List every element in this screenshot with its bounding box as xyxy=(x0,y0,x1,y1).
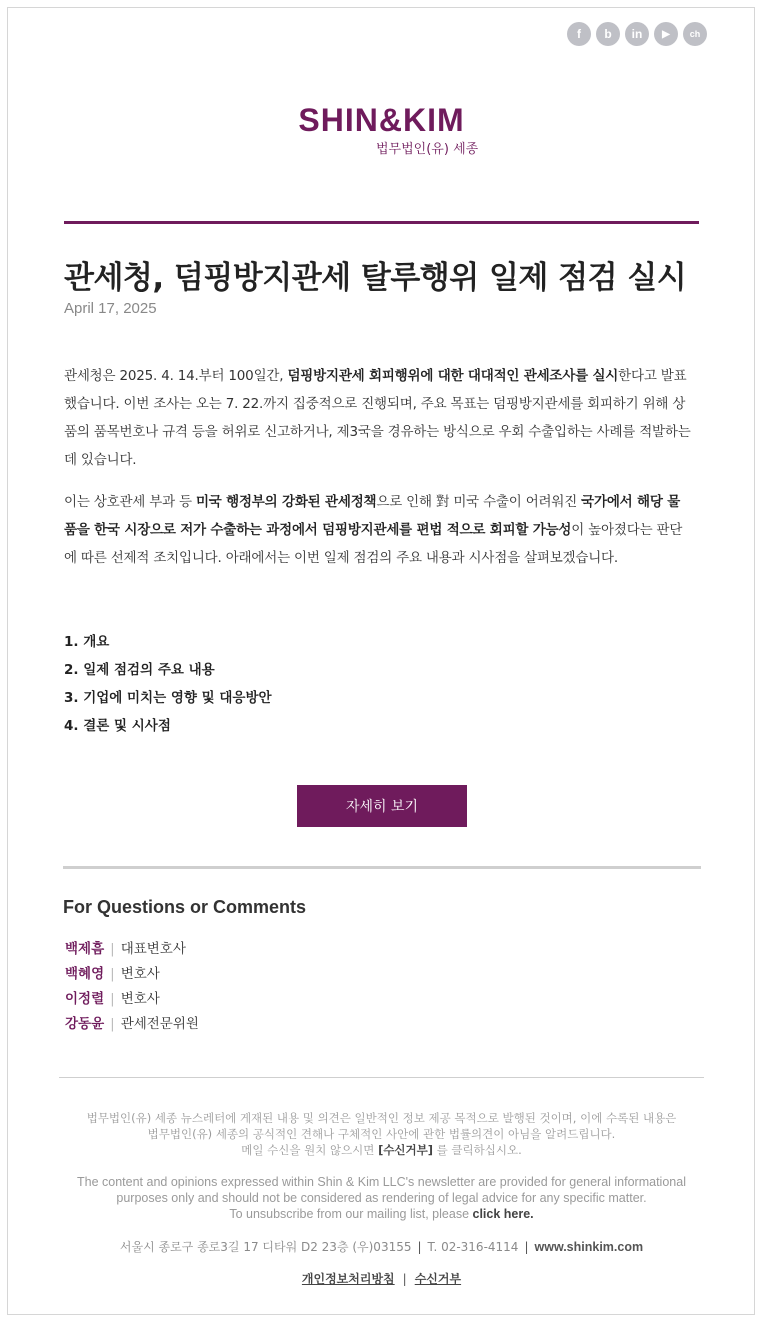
unsubscribe-link-ko[interactable]: [수신거부] xyxy=(378,1143,434,1157)
address: 서울시 종로구 종로3길 17 디타워 D2 23층 (우)03155 xyxy=(119,1240,412,1254)
bold-text: 덤핑방지관세 회피행위에 대한 대대적인 관세조사를 실시 xyxy=(287,368,619,384)
contact-role: 변호사 xyxy=(120,966,160,982)
logo-wordmark: SHIN&KIM xyxy=(298,102,465,138)
footer-disclaimer-en xyxy=(59,1174,704,1222)
disclaimer-line: 법무법인(유) 세종의 공식적인 견해나 구체적인 사안에 관한 법률의견이 아님을 알려드립니다. xyxy=(147,1127,616,1141)
contacts-list xyxy=(65,937,199,1037)
disclaimer-line: The content and opinions expressed within Shin & Kim LLC's newsletter are provided for general informational xyxy=(77,1175,686,1189)
table-of-contents xyxy=(64,628,272,740)
logo xyxy=(0,102,763,157)
youtube-icon[interactable]: ▶ xyxy=(654,22,678,46)
disclaimer-line: 법무법인(유) 세종 뉴스레터에 게재된 내용 및 의견은 일반적인 정보 제공 목적으로 발행된 것이며, 이에 수록된 내용은 xyxy=(86,1111,677,1125)
toc-item: 3. 기업에 미치는 영향 및 대응방안 xyxy=(64,690,272,706)
contact-role: 대표변호사 xyxy=(120,941,186,957)
unsubscribe-link-en[interactable]: click here. xyxy=(472,1207,534,1221)
website-link[interactable]: www.shinkim.com xyxy=(534,1240,644,1254)
text: 이 높아졌다는 판단에 따른 선제적 조치입니다. 아래에서는 이번 일제 점검의 주요 내용과 시사점을 살펴보겠습니다. xyxy=(64,522,683,566)
unsubscribe-link[interactable]: 수신거부 xyxy=(414,1272,462,1286)
separator: | xyxy=(417,1240,422,1254)
address-line xyxy=(59,1238,704,1255)
contact-row xyxy=(65,937,199,962)
text: To unsubscribe from our mailing list, please xyxy=(229,1207,473,1221)
bold-text: 미국 행정부의 강화된 관세정책 xyxy=(195,494,377,510)
contact-role: 관세전문위원 xyxy=(120,1016,199,1032)
social-links xyxy=(567,22,707,46)
facebook-icon[interactable]: f xyxy=(567,22,591,46)
unsubscribe-line-ko xyxy=(59,1142,704,1158)
footer-divider xyxy=(59,1077,704,1078)
publish-date: April 17, 2025 xyxy=(64,300,157,317)
bold-text: 국가에서 해당 물품을 한국 시장으로 저가 수출하는 과정에서 덤핑방지관세를 편법 적으로 회피할 가능성 xyxy=(64,494,681,538)
text: 관세청은 2025. 4. 14.부터 100일간, xyxy=(64,368,288,384)
text: 한다고 발표했습니다. 이번 조사는 오는 7. 22.까지 집중적으로 진행되며, 주요 목표는 덤핑방지관세를 회피하기 위해 상품의 품목번호나 규격 등을 허위로 신고하거나, 제3국을 경유하는 방식으로 우회 수출입하는 사례를 적발하는 데 있습니다. xyxy=(64,368,691,468)
phone: T. 02-316-4114 xyxy=(427,1240,519,1254)
unsubscribe-line-en xyxy=(59,1206,704,1222)
contacts-title: For Questions or Comments xyxy=(63,897,307,917)
privacy-policy-link[interactable]: 개인정보처리방침 xyxy=(301,1272,395,1286)
toc-item: 2. 일제 점검의 주요 내용 xyxy=(64,662,215,678)
toc-item: 4. 결론 및 시사점 xyxy=(64,718,171,734)
disclaimer-line: purposes only and should not be considered as rendering of legal advice for any specific matter. xyxy=(116,1191,647,1205)
text: 를 클릭하십시오. xyxy=(433,1143,522,1157)
contact-row xyxy=(65,1012,199,1037)
contact-name[interactable]: 강동윤 xyxy=(65,1016,105,1032)
contact-role: 변호사 xyxy=(120,991,160,1007)
paragraph-1 xyxy=(64,362,692,474)
contact-row xyxy=(65,987,199,1012)
separator: | xyxy=(110,941,115,957)
separator: | xyxy=(524,1240,529,1254)
text: 으로 인해 對 미국 수출이 어려워진 xyxy=(376,494,582,510)
footer-disclaimer-ko xyxy=(59,1110,704,1158)
logo-subtitle: 법무법인(유) 세종 xyxy=(376,142,479,157)
article-body xyxy=(64,362,692,572)
contact-row xyxy=(65,962,199,987)
header-divider xyxy=(64,221,699,224)
blog-icon[interactable]: b xyxy=(596,22,620,46)
paragraph-2 xyxy=(64,488,692,572)
contact-name[interactable]: 이정렬 xyxy=(65,991,105,1007)
text: 이는 상호관세 부과 등 xyxy=(64,494,196,510)
separator: | xyxy=(110,991,115,1007)
page-title: 관세청, 덤핑방지관세 탈루행위 일제 점검 실시 xyxy=(64,260,687,296)
read-more-button[interactable]: 자세히 보기 xyxy=(297,785,467,827)
kakao-icon[interactable]: ch xyxy=(683,22,707,46)
footer-links xyxy=(59,1270,704,1287)
text: 메일 수신을 원치 않으시면 xyxy=(241,1143,379,1157)
contact-name[interactable]: 백제흠 xyxy=(65,941,105,957)
contact-name[interactable]: 백혜영 xyxy=(65,966,105,982)
separator: | xyxy=(110,1016,115,1032)
separator: | xyxy=(110,966,115,982)
linkedin-icon[interactable]: in xyxy=(625,22,649,46)
separator: | xyxy=(402,1272,407,1286)
toc-item: 1. 개요 xyxy=(64,634,110,650)
section-divider xyxy=(63,866,701,869)
